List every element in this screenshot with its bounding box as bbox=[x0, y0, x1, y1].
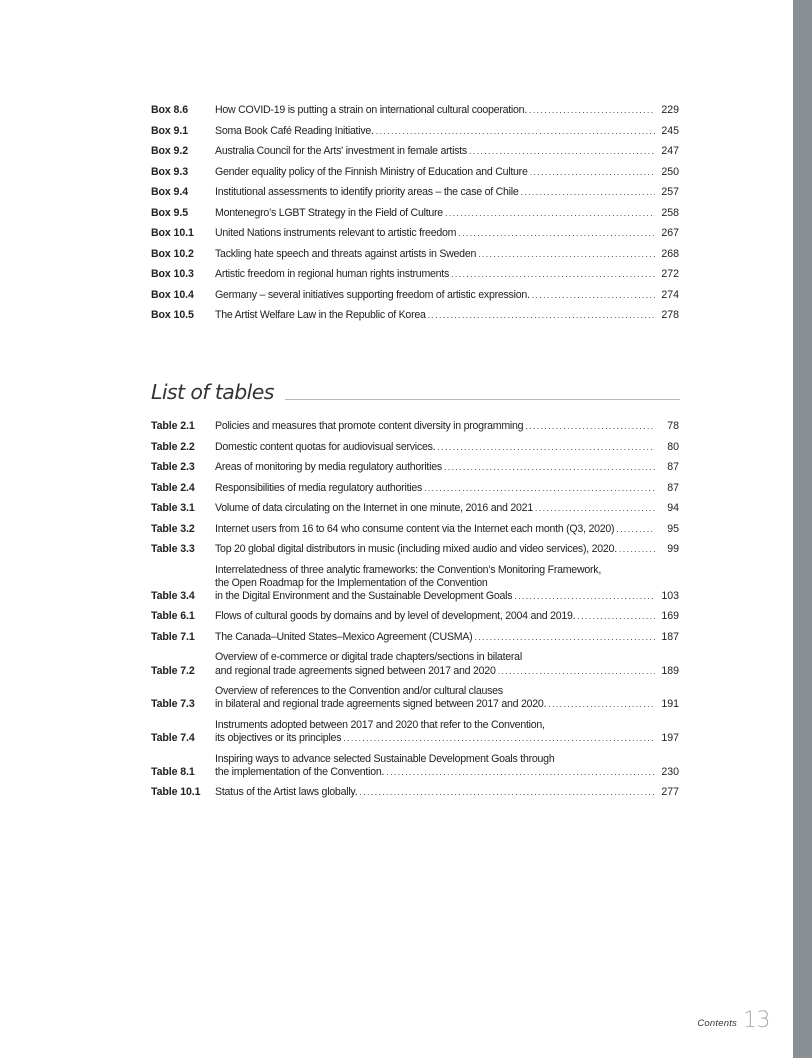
table-entry[interactable] bbox=[151, 482, 679, 495]
box-title-line: The Artist Welfare Law in the Republic of Korea bbox=[215, 309, 426, 321]
box-entry[interactable] bbox=[151, 145, 679, 158]
box-page-number: 250 bbox=[661, 165, 679, 178]
box-title-line: Artistic freedom in regional human rights instruments bbox=[215, 268, 450, 280]
box-title-line: Tackling hate speech and threats against artists in Sweden bbox=[215, 247, 477, 260]
table-label: Table 3.2 bbox=[151, 522, 195, 535]
box-page-number: 229 bbox=[661, 104, 679, 116]
box-title-line: Institutional assessments to identify priority areas – the case of Chile bbox=[215, 186, 519, 198]
dot-leader bbox=[514, 590, 655, 603]
table-page-number: 187 bbox=[661, 630, 679, 643]
table-page-number: 191 bbox=[661, 698, 679, 711]
box-page-number: 268 bbox=[661, 247, 679, 260]
dot-leader bbox=[444, 461, 655, 474]
table-page-number: 78 bbox=[667, 420, 679, 432]
dot-leader bbox=[428, 309, 655, 322]
table-title-line: Overview of references to the Convention and/or cultural clauses bbox=[215, 685, 503, 698]
box-title-line: Gender equality policy of the Finnish Ministry of Education and Culture bbox=[215, 165, 528, 178]
box-label: Box 10.3 bbox=[151, 268, 194, 280]
table-page-number: 277 bbox=[661, 786, 679, 799]
table-entry[interactable] bbox=[151, 502, 679, 515]
table-page-number: 103 bbox=[661, 589, 679, 602]
box-label: Box 9.4 bbox=[151, 186, 188, 198]
dot-leader bbox=[521, 186, 655, 199]
table-page-number: 87 bbox=[667, 461, 679, 473]
box-title-line: Soma Book Café Reading Initiative. bbox=[215, 124, 374, 137]
table-page-number: 87 bbox=[667, 481, 679, 494]
dot-leader bbox=[343, 732, 655, 745]
table-page-number: 169 bbox=[661, 610, 679, 623]
box-label: Box 8.6 bbox=[151, 104, 188, 116]
table-title-line: Top 20 global digital distributors in music (including mixed audio and video services), 2020. bbox=[215, 543, 617, 555]
table-title-line: its objectives or its principles bbox=[215, 732, 342, 745]
dot-leader bbox=[469, 145, 655, 158]
box-title-line: Germany – several initiatives supporting freedom of artistic expression. bbox=[215, 288, 530, 301]
table-entry[interactable] bbox=[151, 651, 679, 677]
table-label: Table 7.2 bbox=[151, 664, 195, 677]
dot-leader bbox=[498, 665, 655, 678]
box-page-number: 247 bbox=[661, 145, 679, 157]
table-label: Table 6.1 bbox=[151, 610, 195, 623]
table-title-line: The Canada–United States–Mexico Agreement (CUSMA) bbox=[215, 630, 473, 643]
dot-leader bbox=[451, 268, 655, 281]
dot-leader bbox=[616, 523, 655, 536]
table-label: Table 2.4 bbox=[151, 481, 195, 494]
table-title-line: Areas of monitoring by media regulatory authorities bbox=[215, 461, 442, 473]
table-entry[interactable] bbox=[151, 461, 679, 474]
table-entry[interactable] bbox=[151, 753, 679, 779]
box-label: Box 9.2 bbox=[151, 145, 188, 157]
box-entry[interactable] bbox=[151, 289, 679, 302]
side-color-bar bbox=[793, 0, 812, 1058]
heading-rule bbox=[285, 399, 680, 400]
box-title-line: Australia Council for the Arts' investment in female artists bbox=[215, 145, 467, 157]
table-label: Table 3.4 bbox=[151, 589, 195, 602]
dot-leader bbox=[437, 441, 655, 454]
table-label: Table 7.3 bbox=[151, 698, 195, 711]
footer-section-label: Contents bbox=[697, 1018, 737, 1029]
box-page-number: 267 bbox=[661, 227, 679, 239]
box-page-number: 257 bbox=[661, 186, 679, 198]
dot-leader bbox=[529, 104, 655, 117]
table-entry[interactable] bbox=[151, 786, 679, 799]
box-list bbox=[151, 104, 679, 330]
table-title-line: Status of the Artist laws globally. bbox=[215, 786, 358, 799]
dot-leader bbox=[445, 207, 655, 220]
table-label: Table 8.1 bbox=[151, 765, 195, 778]
box-entry[interactable] bbox=[151, 268, 679, 281]
dot-leader bbox=[530, 166, 655, 179]
table-title-line: Policies and measures that promote content diversity in programming bbox=[215, 420, 524, 432]
table-entry[interactable] bbox=[151, 523, 679, 536]
table-page-number: 189 bbox=[661, 664, 679, 677]
table-title-line: and regional trade agreements signed between 2017 and 2020 bbox=[215, 664, 496, 677]
box-label: Box 9.5 bbox=[151, 206, 188, 219]
box-entry[interactable] bbox=[151, 248, 679, 261]
box-title-line: How COVID-19 is putting a strain on international cultural cooperation. bbox=[215, 104, 528, 116]
dot-leader bbox=[535, 502, 655, 515]
table-list bbox=[151, 420, 679, 807]
table-entry[interactable] bbox=[151, 543, 679, 556]
box-entry[interactable] bbox=[151, 186, 679, 199]
dot-leader bbox=[474, 631, 655, 644]
table-entry[interactable] bbox=[151, 685, 679, 711]
box-label: Box 10.1 bbox=[151, 227, 194, 239]
table-title-line: Internet users from 16 to 64 who consume content via the Internet each month (Q3, 2020) bbox=[215, 522, 615, 535]
dot-leader bbox=[376, 125, 655, 138]
box-label: Box 10.5 bbox=[151, 309, 194, 321]
table-title-line: the implementation of the Convention. bbox=[215, 765, 385, 778]
box-page-number: 272 bbox=[661, 268, 679, 280]
table-title-line: the Open Roadmap for the Implementation of the Convention bbox=[215, 576, 488, 589]
table-title-line: Instruments adopted between 2017 and 2020 that refer to the Convention, bbox=[215, 718, 545, 731]
dot-leader bbox=[458, 227, 655, 240]
box-entry[interactable] bbox=[151, 166, 679, 179]
table-label: Table 2.3 bbox=[151, 461, 195, 473]
table-entry[interactable] bbox=[151, 441, 679, 454]
box-entry[interactable] bbox=[151, 309, 679, 322]
box-title-line: Montenegro’s LGBT Strategy in the Field of Culture bbox=[215, 206, 443, 219]
table-label: Table 10.1 bbox=[151, 786, 201, 799]
table-title-line: Flows of cultural goods by domains and by level of development, 2004 and 2019. bbox=[215, 610, 576, 623]
footer-page-number: 13 bbox=[743, 1008, 770, 1033]
box-label: Box 10.2 bbox=[151, 247, 194, 260]
table-title-line: Inspiring ways to advance selected Sustainable Development Goals through bbox=[215, 752, 555, 765]
tables-heading: List of tables bbox=[151, 380, 274, 404]
table-page-number: 197 bbox=[661, 732, 679, 745]
table-entry[interactable] bbox=[151, 420, 679, 433]
table-page-number: 95 bbox=[667, 522, 679, 535]
box-entry[interactable] bbox=[151, 104, 679, 117]
box-entry[interactable] bbox=[151, 125, 679, 138]
table-label: Table 2.2 bbox=[151, 440, 195, 453]
box-entry[interactable] bbox=[151, 207, 679, 220]
dot-leader bbox=[386, 766, 655, 779]
table-page-number: 99 bbox=[667, 543, 679, 555]
box-page-number: 258 bbox=[661, 206, 679, 219]
dot-leader bbox=[548, 698, 655, 711]
box-label: Box 9.1 bbox=[151, 124, 188, 137]
box-entry[interactable] bbox=[151, 227, 679, 240]
dot-leader bbox=[359, 786, 655, 799]
table-title-line: in the Digital Environment and the Sustainable Development Goals bbox=[215, 589, 513, 602]
table-label: Table 3.3 bbox=[151, 543, 195, 555]
table-entry[interactable] bbox=[151, 610, 679, 623]
table-page-number: 80 bbox=[667, 440, 679, 453]
table-title-line: in bilateral and regional trade agreements signed between 2017 and 2020. bbox=[215, 698, 547, 711]
dot-leader bbox=[424, 482, 655, 495]
table-label: Table 7.1 bbox=[151, 630, 195, 643]
box-page-number: 278 bbox=[661, 309, 679, 321]
dot-leader bbox=[478, 248, 655, 261]
table-title-line: Responsibilities of media regulatory authorities bbox=[215, 481, 423, 494]
dot-leader bbox=[619, 543, 655, 556]
table-page-number: 230 bbox=[661, 765, 679, 778]
box-page-number: 274 bbox=[661, 288, 679, 301]
table-title-line: Overview of e-commerce or digital trade chapters/sections in bilateral bbox=[215, 651, 522, 664]
box-page-number: 245 bbox=[661, 124, 679, 137]
table-label: Table 7.4 bbox=[151, 732, 195, 745]
table-label: Table 3.1 bbox=[151, 502, 195, 514]
table-entry[interactable] bbox=[151, 631, 679, 644]
box-label: Box 9.3 bbox=[151, 165, 188, 178]
tables-heading-row bbox=[151, 380, 680, 404]
table-entry[interactable] bbox=[151, 564, 679, 604]
dot-leader bbox=[577, 610, 655, 623]
table-title-line: Interrelatedness of three analytic frameworks: the Convention’s Monitoring Framework, bbox=[215, 563, 602, 576]
dot-leader bbox=[532, 289, 655, 302]
box-title-line: United Nations instruments relevant to artistic freedom bbox=[215, 227, 457, 239]
table-title-line: Volume of data circulating on the Internet in one minute, 2016 and 2021 bbox=[215, 502, 533, 514]
table-entry[interactable] bbox=[151, 719, 679, 745]
table-label: Table 2.1 bbox=[151, 420, 195, 432]
box-label: Box 10.4 bbox=[151, 288, 194, 301]
dot-leader bbox=[525, 420, 655, 433]
table-page-number: 94 bbox=[667, 502, 679, 514]
table-title-line: Domestic content quotas for audiovisual services. bbox=[215, 440, 436, 453]
